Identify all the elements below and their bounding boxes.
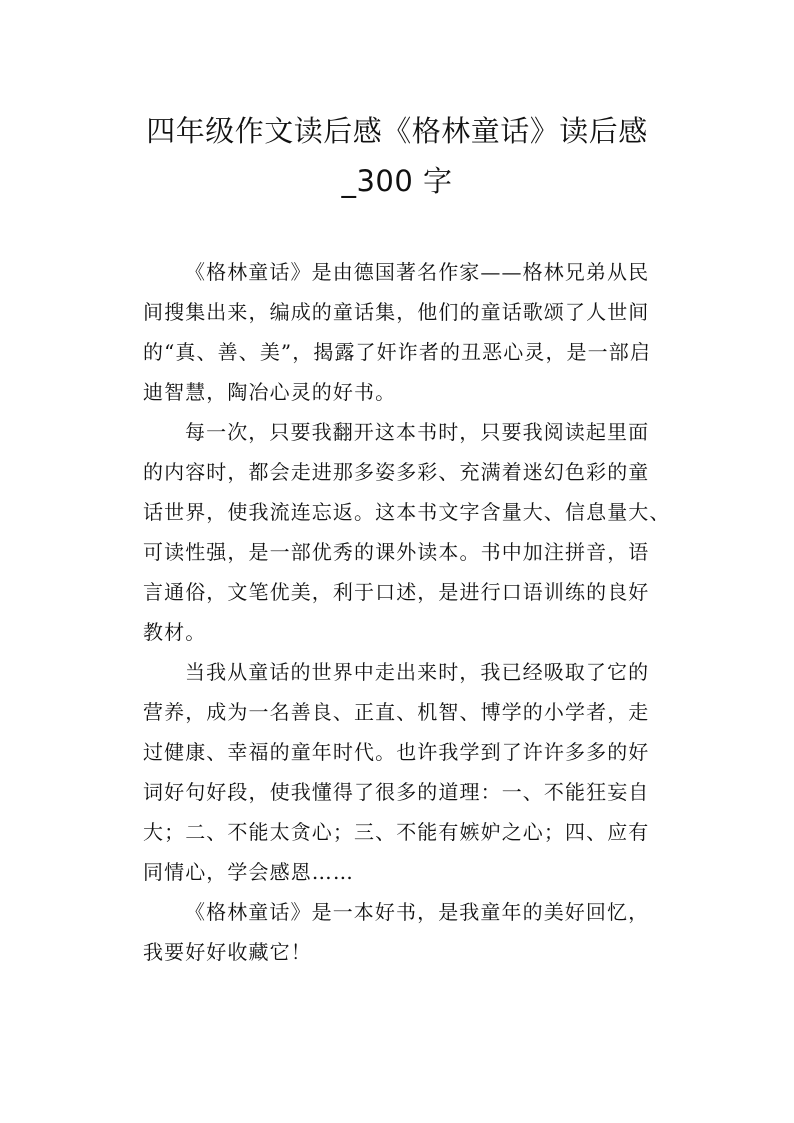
paragraph-2-line: 话世界，使我流连忘返。这本书文字含量大、信息量大、 — [143, 500, 671, 524]
paragraph-2-line: 每一次，只要我翻开这本书时，只要我阅读起里面 — [185, 420, 650, 444]
paragraph-2-line: 教材。 — [143, 620, 207, 644]
document-body — [143, 252, 673, 972]
paragraph-3-line: 大；二、不能太贪心；三、不能有嫉妒之心；四、应有 — [143, 820, 650, 844]
title-line-1: 四年级作文读后感《格林童话》读后感 — [146, 114, 648, 148]
paragraph-1-line: 迪智慧，陶冶心灵的好书。 — [143, 380, 397, 404]
paragraph-3-line: 过健康、幸福的童年时代。也许我学到了许许多多的好 — [143, 740, 650, 764]
document-title — [120, 106, 674, 206]
paragraph-2-line: 可读性强，是一部优秀的课外读本。书中加注拼音，语 — [143, 540, 650, 564]
paragraph-3-line: 词好句好段，使我懂得了很多的道理：一、不能狂妄自 — [143, 780, 650, 804]
paragraph-3-line: 当我从童话的世界中走出来时，我已经吸取了它的 — [185, 660, 650, 684]
paragraph-1-line: 《格林童话》是由德国著名作家——格林兄弟从民 — [185, 260, 650, 284]
paragraph-1-line: 的“真、善、美”，揭露了奸诈者的丑恶心灵，是一部启 — [143, 340, 651, 364]
paragraph-1-line: 间搜集出来，编成的童话集，他们的童话歌颂了人世间 — [143, 300, 650, 324]
paragraph-2-line: 言通俗，文笔优美，利于口述，是进行口语训练的良好 — [143, 580, 650, 604]
paragraph-4-line: 我要好好收藏它！ — [143, 940, 312, 964]
paragraph-4-line: 《格林童话》是一本好书，是我童年的美好回忆， — [185, 900, 650, 924]
paragraph-3-line: 同情心，学会感恩…… — [143, 860, 354, 884]
title-line-2: _300 字 — [341, 164, 453, 198]
paragraph-3-line: 营养，成为一名善良、正直、机智、博学的小学者，走 — [143, 700, 650, 724]
paragraph-2-line: 的内容时，都会走进那多姿多彩、充满着迷幻色彩的童 — [143, 460, 650, 484]
